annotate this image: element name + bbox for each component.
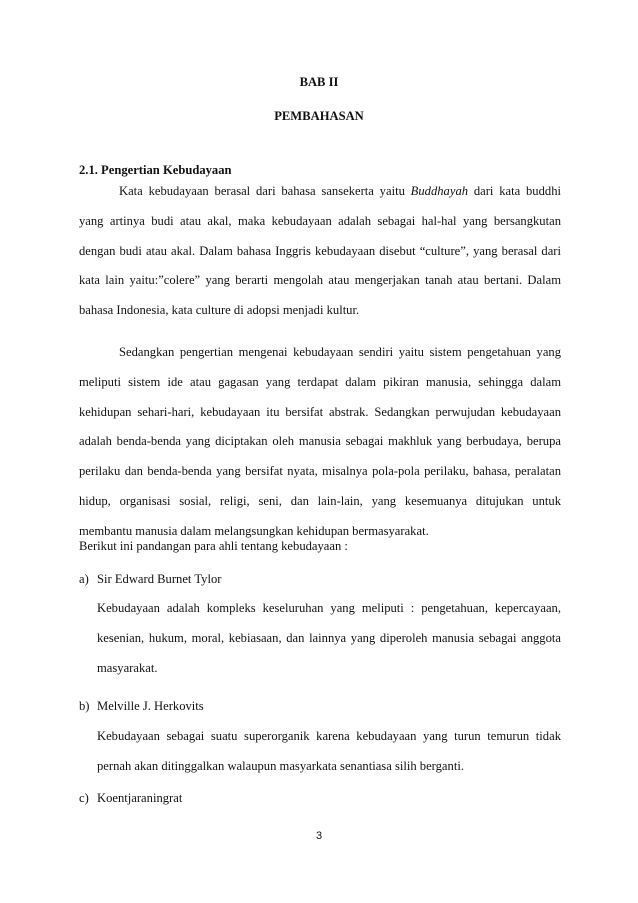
paragraph-line: adalah benda-benda yang diciptakan oleh manusia sebagai makhluk yang berbudaya, berupa <box>79 434 561 449</box>
paragraph-line: bahasa Indonesia, kata culture di adopsi menjadi kultur. <box>79 303 360 318</box>
page-number: 3 <box>315 830 323 842</box>
chapter-title: BAB II <box>299 75 339 89</box>
paragraph-concept <box>79 338 561 547</box>
list-item-label: a) <box>79 572 89 586</box>
paragraph-line: masyarakat. <box>97 660 158 675</box>
paragraph-line: Kata kebudayaan berasal dari bahasa sansekerta yaitu Buddhayah dari kata buddhi <box>119 184 561 198</box>
paragraph-line: dengan budi atau akal. Dalam bahasa Inggris kebudayaan disebut “culture”, yang berasal dari <box>79 243 561 258</box>
paragraph-line: membantu manusia dalam melangsungkan kehidupan bermasyarakat. <box>79 523 429 538</box>
paragraph-line: perilaku dan benda-benda yang bersifat nyata, misalnya pola-pola perilaku, bahasa, peralatan <box>79 464 561 479</box>
list-item-name: Sir Edward Burnet Tylor <box>97 572 222 586</box>
list-item-label: b) <box>79 699 90 713</box>
list-item-body <box>97 722 561 782</box>
paragraph-line: Sedangkan pengertian mengenai kebudayaan sendiri yaitu sistem pengetahuan yang <box>119 345 561 359</box>
paragraph-line: kehidupan sehari-hari, kebudayaan itu bersifat abstrak. Sedangkan perwujudan kebudayaan <box>79 404 561 419</box>
section-heading: 2.1. Pengertian Kebudayaan <box>79 163 232 177</box>
paragraph-line: kesenian, hukum, moral, kebiasaan, dan lainnya yang diperoleh manusia sebagai anggota <box>97 630 561 645</box>
list-item-label: c) <box>79 791 89 805</box>
list-item-name: Melville J. Herkovits <box>97 699 204 713</box>
paragraph-line: Kebudayaan sebagai suatu superorganik karena kebudayaan yang turun temurun tidak <box>97 729 561 743</box>
list-item-name: Koentjaraningrat <box>97 791 183 805</box>
paragraph-line: yang artinya budi atau akal, maka kebudayaan adalah sebagai hal-hal yang bersangkutan <box>79 213 561 228</box>
paragraph-line: meliputi sistem ide atau gagasan yang terdapat dalam pikiran manusia, sehingga dalam <box>79 374 561 389</box>
paragraph-line: hidup, organisasi sosial, religi, seni, dan lain-lain, yang kesemuanya ditujukan untuk <box>79 493 561 508</box>
paragraph-definition <box>79 177 561 326</box>
emphasis-term: Buddhayah <box>410 184 469 198</box>
paragraph-line: pernah akan ditinggalkan walaupun masyarkata senantiasa silih berganti. <box>97 758 464 773</box>
experts-intro: Berikut ini pandangan para ahli tentang kebudayaan : <box>79 539 348 553</box>
chapter-subtitle: PEMBAHASAN <box>274 109 364 123</box>
paragraph-line: Kebudayaan adalah kompleks keseluruhan yang meliputi : pengetahuan, kepercayaan, <box>97 601 561 615</box>
list-item-body <box>97 594 561 683</box>
paragraph-line: kata lain yaitu:”colere” yang berarti mengolah atau mengerjakan tanah atau bertani. Dalam <box>79 273 561 288</box>
